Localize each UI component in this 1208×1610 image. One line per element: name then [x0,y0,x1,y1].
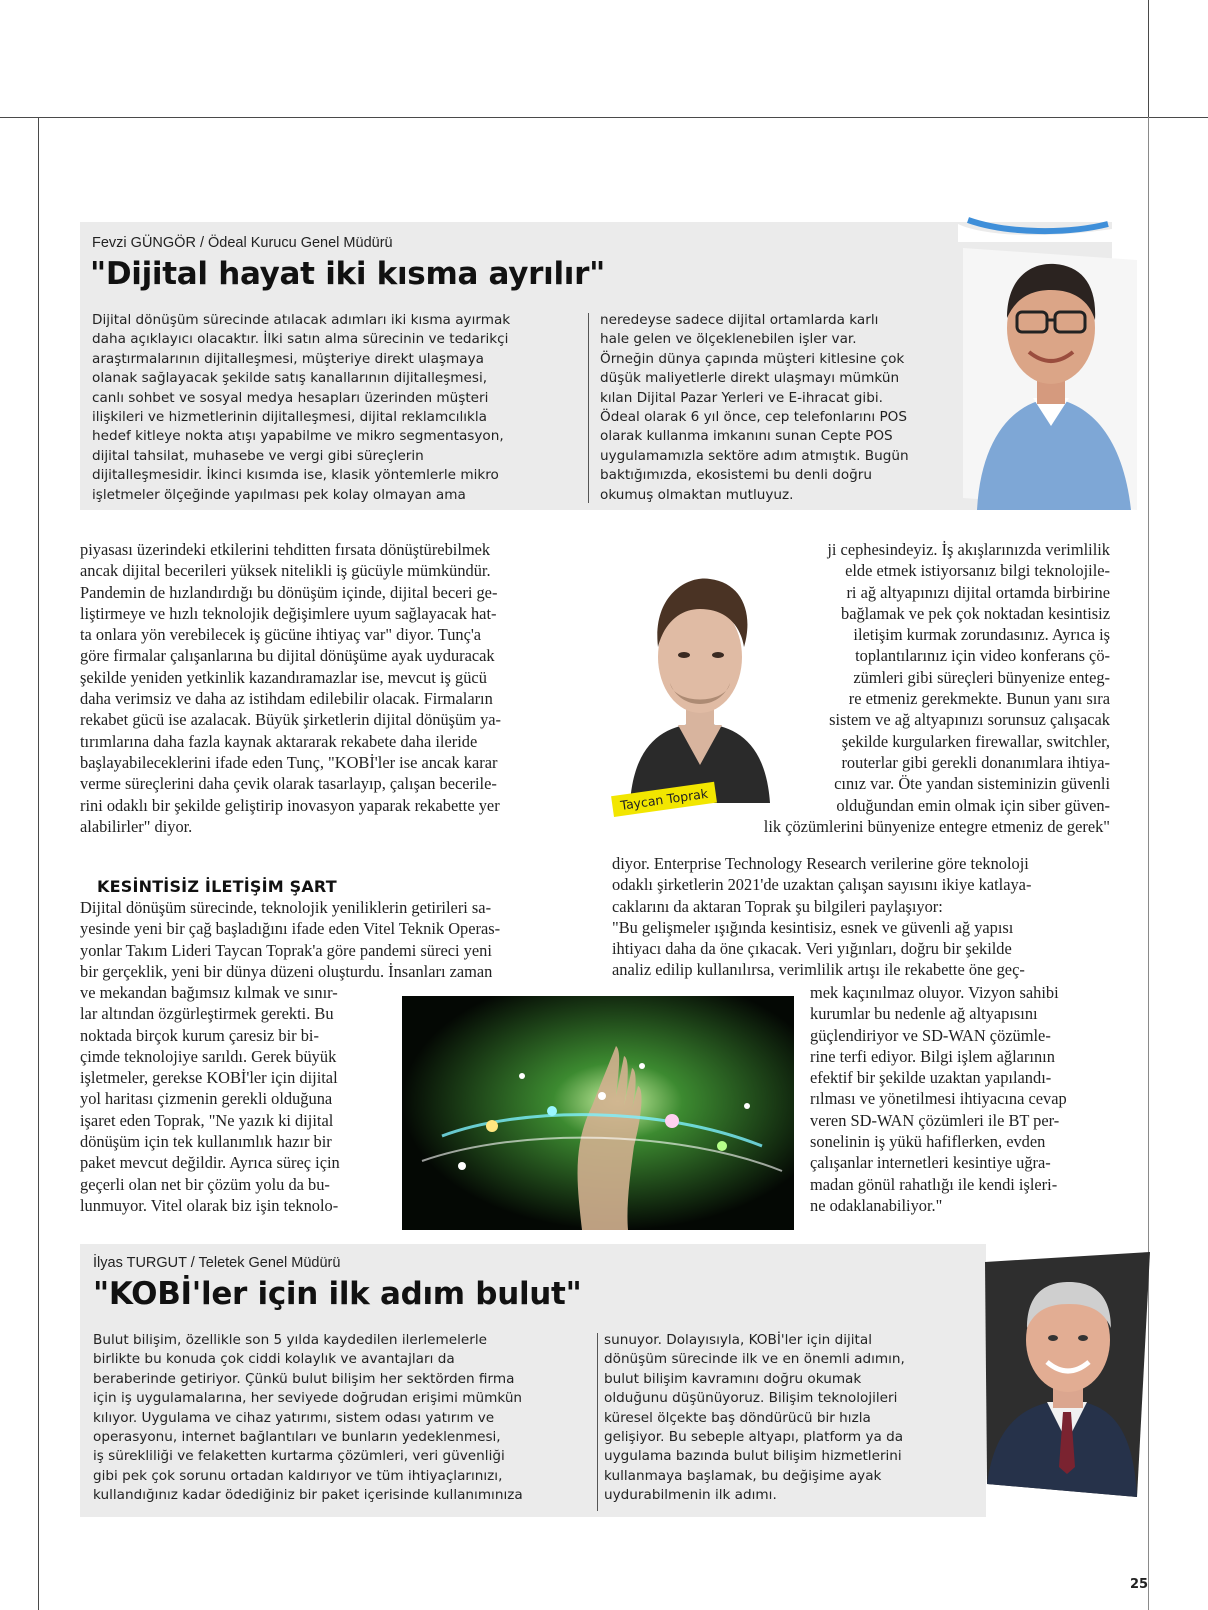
page-number: 25 [1130,1577,1149,1592]
quote1-author: Fevzi GÜNGÖR / Ödeal Kurucu Genel Müdürü [92,235,393,251]
article-col2-part2: diyor. Enterprise Technology Research verilerine göre teknoloji odaklı şirketlerin 2021'de uzaktan çalışan sayısını ikiye katlaya- caklarını da aktaran Toprak şu bilgileri paylaşıyor: "Bu gelişmeler ışığında kesintisiz, esnek ve güvenli ağ yapısı ihtiyacı daha da öne çıkacak. Veri yığınları, doğru bir şekilde analiz edilip kullanılırsa, verimlilik artışı ile rekabette öne geç- [612,854,1032,980]
article-col1-part2: Dijital dönüşüm sürecinde, teknolojik yeniliklerin getirileri sa- yesinde yeni bir çağ başladığını ifade eden Vitel Teknik Operas- yonlar Takım Lideri Taycan Toprak'a göre pandemi süreci yeni bir gerçeklik, yeni bir dünya düzeni oluşturdu. İnsanları zaman [80,898,501,981]
top-right-rule [1148,0,1149,117]
quote1-col2: neredeyse sadece dijital ortamlarda karlı hale gelen ve ölçeklenebilen işler var. Örneğin dünya çapında müşteri kitlesine çok düşük maliyetlerle direkt ulaşmayı mümkün kılan Dijital Pazar Yerleri ve E-ihracat gibi. Ödeal olarak 6 yıl önce, cep telefonlarını POS olarak kullanma imkanını sunan Cepte POS uygulamamızla sektöre adım atmıştık. Bugün baktığımızda, ekosistemi bu denli doğru okumuş olmaktan mutluyuz. [600,312,909,503]
quote1-col1: Dijital dönüşüm sürecinde atılacak adımları iki kısma ayırmak daha açıklayıcı olacaktır. İlki satın alma sürecinin ve tedarikçi araştırmalarının dijitalleşmesi, müşteriye direkt ulaşmaya olanak sağlayacak şekilde satış kanallarının dijitalleşmesi, canlı sohbet ve sosyal medya hesapları üzerinden müşteri ilişkileri ve hizmetlerinin dijitalleşmesi, dijital reklamcılıkla hedef kitleye nokta atışı yapabilme ve mikro segmentasyon, dijital tahsilat, muhasebe ve vergi gibi süreçlerin dijitalleşmesidir. İkinci kısımda ise, klasik yöntemlerle mikro işletmeler ölçeğinde yapılması pek kolay olmayan ama [92,312,511,503]
quote1-title: "Dijital hayat iki kısma ayrılır" [90,256,605,292]
quote2-title: "KOBİ'ler için ilk adım bulut" [93,1276,582,1312]
quote2-col2: sunuyor. Dolayısıyla, KOBİ'ler için dijital dönüşüm sürecinde ilk ve en önemli adımın, bulut bilişim kavramını doğru okumak olduğunu düşünüyoruz. Bilişim teknolojileri küresel ölçekte baş döndürücü bir hızla gelişiyor. Bu sebeple altyapı, platform ya da uygulama bazında bulut bilişim hizmetlerini kullanmaya başlamak, bu değişime ayak uydurabilmenin ilk adımı. [604,1332,905,1504]
photo-caption: Taycan Toprak [611,782,717,817]
article-col1-part3: ve mekandan bağımsız kılmak ve sınır- lar altından özgürleştirmek gerekti. Bu noktada birçok kurum çaresiz bir bi- çimde teknolojiye sarıldı. Gerek büyük işletmeler, gerekse KOBİ'ler için dijital yol haritası çizmenin gerekli olduğuna işaret eden Toprak, "Ne yazık ki dijital dönüşüm için tek kullanımlık hazır bir paket mevcut değildir. Ayrıca süreç için geçerli olan net bir çözüm yolu da bu- lunmuyor. Vitel olarak biz işin teknolo- [80,983,340,1215]
article-col2-part3: mek kaçınılmaz oluyor. Vizyon sahibi kurumlar bu nedenle ağ altyapısını güçlendiriyor ve SD-WAN çözümle- rine terfi ediyor. Bilgi işlem ağlarının efektif bir şekilde uzaktan yapılandı- rılması ve yönetilmesi ihtiyacına cevap veren SD-WAN çözümleri ile BT per- sonelinin iş yükü hafiflerken, evden çalışanlar internetleri kesintiye uğra- madan gönül rahatlığı ile kendi işleri- ne odaklanabiliyor." [810,983,1067,1215]
quote2-col1: Bulut bilişim, özellikle son 5 yılda kaydedilen ilerlemelerle birlikte bu konuda çok ciddi kolaylık ve avantajları da beraberinde getiriyor. Çünkü bulut bilişim her sektörden firma için iş uygulamalarına, her seviyede doğrudan erişimi mümkün kılıyor. Uygulama ve cihaz yatırımı, sistem odası yatırım ve operasyonu, internet bağlantıları ve bunların yedeklenmesi, iş sürekliliği ve felaketten kurtarma çözümleri, veri güvenliği gibi pek çok sorunu ortadan kaldırıyor ve tüm ihtiyaçlarınızı, kullandığınız kadar ödediğiniz bir paket içerisinde kullanımınıza [93,1332,523,1504]
top-rule [0,117,1208,118]
portrait-taycan-toprak [630,565,770,803]
section-heading: KESİNTİSİZ İLETİŞİM ŞART [97,877,337,896]
quote1-separator [588,313,589,503]
article-col1-part1: piyasası üzerindeki etkilerini tehditten fırsata dönüştürebilmek ancak dijital becerileri yüksek nitelikli iş gücüyle mümkündür. Pandemin de hızlandırdığı bu dönüşüm içinde, dijital beceri ge- liştirmeye ve hızlı teknolojik değişimlere uyum sağlayacak hat- ta onlara yön verebilecek iş gücüne ihtiyaç var" diyor. Tunç'a göre firmalar çalışanlarına bu dijital dönüşüme ayak uyduracak şekilde yeniden yetkinlik kazandıramazlar ise, mevcut iş gücü daha verimsiz ve daha az istihdam edilebilir olacak. Firmaların rekabet gücü ise azalacak. Büyük şirketlerin dijital dönüşüm ya- tırımlarına daha fazla kaynak aktararak rekabete daha ileride başlayabileceklerini ifade eden Tunç, "KOBİ'ler ise ancak karar verme süreçlerini daha çevik olarak tasarlayıp, çalışan becerile- rini odaklı bir şekilde geliştirip inovasyon yaparak rekabette yer alabilirler" diyor. [80,540,502,836]
article-col2-part1: ji cephesindeyiz. İş akışlarınızda verimlilik elde etmek istiyorsanız bilgi teknolojile- ri ağ altyapınızı dijital ortamda birbirine bağlamak ve pek çok noktadan kesintisiz iletişim kurmak zorundasınız. Ayrıca iş toplantılarınız için video konferans çö- zümleri gibi süreçleri bünyenize enteg- re etmeniz gerekmekte. Bunun yanı sıra sistem ve ağ altyapınızı sorunsuz çalışacak şekilde kurgularken firewallar, switchler, routerlar gibi gerekli donanımlara ihtiya- cınız var. Öte yandan sisteminizin güvenli olduğundan emin olmak için siber güven- lik çözümlerini bünyenize entegre etmeniz de gerek" [763,540,1110,836]
left-rule [38,117,39,1610]
portrait-ilyas-turgut [985,1252,1150,1497]
quote2-separator [597,1333,598,1511]
quote2-author: İlyas TURGUT / Teletek Genel Müdürü [93,1255,341,1271]
tech-hand-image [402,996,794,1230]
decorative-blue-shape [958,214,1118,242]
portrait-fevzi-gungor [963,248,1137,510]
